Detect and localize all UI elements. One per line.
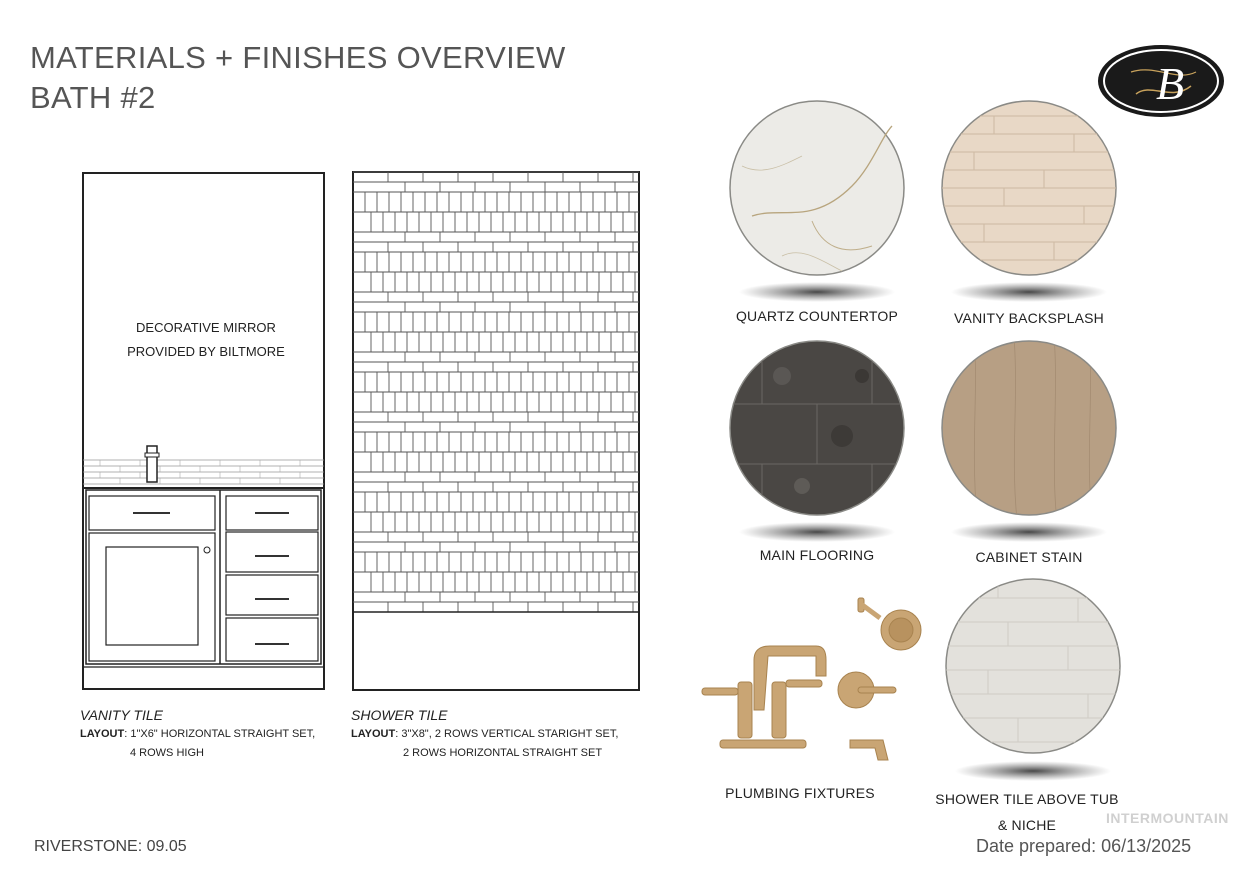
vanity-layout-line-2: 4 ROWS HIGH [130, 747, 204, 759]
shower-tile-label [351, 707, 618, 763]
shower-layout-key: LAYOUT [351, 728, 396, 740]
caption-flooring: MAIN FLOORING [759, 547, 875, 563]
watermark: INTERMOUNTAIN [1106, 810, 1229, 826]
mirror-note-line-1: DECORATIVE MIRROR [136, 320, 276, 335]
caption-plumbing: PLUMBING FIXTURES [725, 785, 875, 801]
caption-quartz: QUARTZ COUNTERTOP [735, 308, 899, 324]
vanity-backsplash-swatch [934, 96, 1124, 306]
title-line-2: BATH #2 [30, 80, 156, 115]
title-line-1: MATERIALS + FINISHES OVERVIEW [30, 40, 566, 75]
caption-cabinet-stain: CABINET STAIN [975, 549, 1083, 565]
logo-letter: B [1156, 58, 1185, 109]
shower-layout-line-1: : 3"X8", 2 ROWS VERTICAL STARIGHT SET, [395, 728, 619, 740]
vanity-tile-title: VANITY TILE [80, 707, 163, 723]
shower-layout-line-2: 2 ROWS HORIZONTAL STRAIGHT SET [403, 747, 603, 759]
shower-tile-title: SHOWER TILE [351, 707, 448, 723]
main-flooring-swatch [722, 336, 912, 546]
quartz-countertop-swatch [722, 96, 912, 306]
vanity-layout-key: LAYOUT [80, 728, 125, 740]
vanity-elevation-drawing [80, 170, 328, 692]
page-title [30, 38, 566, 118]
caption-shower-tile [917, 786, 1137, 838]
cabinet-stain-swatch [934, 336, 1124, 546]
caption-backsplash: VANITY BACKSPLASH [954, 310, 1104, 326]
plumbing-fixtures-image [698, 590, 930, 780]
vanity-layout-line-1: : 1"X6" HORIZONTAL STRAIGHT SET, [124, 728, 316, 740]
caption-shower-tile-line-2: & NICHE [997, 817, 1057, 833]
date-prepared: Date prepared: 06/13/2025 [976, 836, 1192, 856]
shower-tile-swatch [938, 574, 1128, 786]
caption-shower-tile-line-1: SHOWER TILE ABOVE TUB [935, 791, 1119, 807]
project-code: RIVERSTONE: 09.05 [34, 838, 187, 855]
vanity-tile-label [80, 707, 315, 763]
mirror-note-line-2: PROVIDED BY BILTMORE [127, 344, 285, 359]
mirror-note [100, 316, 312, 364]
shower-elevation-drawing [351, 170, 641, 692]
